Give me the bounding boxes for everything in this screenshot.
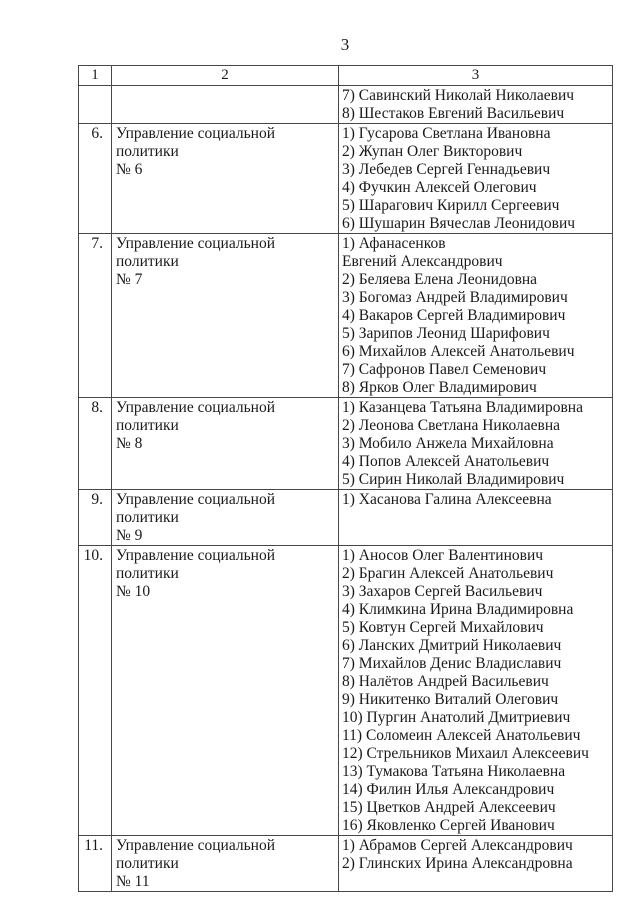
department-line: № 10 <box>116 583 151 600</box>
name-line: 8) Налётов Андрей Васильевич <box>342 673 549 690</box>
names-cell <box>339 490 613 546</box>
name-line: 7) Савинский Николай Николаевич <box>342 87 575 104</box>
name-line: 4) Климкина Ирина Владимировна <box>342 601 574 618</box>
name-line: 2) Леонова Светлана Николаевна <box>342 417 560 434</box>
department-cell <box>112 234 339 398</box>
name-line: 11) Соломеин Алексей Анатольевич <box>342 727 581 744</box>
department-cell <box>112 546 339 836</box>
name-line: 6) Михайлов Алексей Анатольевич <box>342 343 575 360</box>
name-line: 13) Тумакова Татьяна Николаевна <box>342 763 566 780</box>
row-number-cell: 10. <box>79 546 112 836</box>
row-number-cell: 9. <box>79 490 112 546</box>
row-number-cell: 8. <box>79 398 112 490</box>
names-cell <box>339 234 613 398</box>
department-line: Управление социальной политики <box>116 837 275 872</box>
department-line: № 7 <box>116 271 143 288</box>
name-line: 4) Вакаров Сергей Владимирович <box>342 307 566 324</box>
table-row <box>79 836 613 892</box>
name-line: 15) Цветков Андрей Алексеевич <box>342 799 556 816</box>
row-number-cell: 11. <box>79 836 112 892</box>
table-row <box>79 124 613 234</box>
table-body <box>79 86 613 892</box>
name-line: Евгений Александрович <box>342 253 503 270</box>
header-col-1: 1 <box>79 66 112 86</box>
table-row <box>79 398 613 490</box>
name-line: 1) Аносов Олег Валентинович <box>342 547 544 564</box>
department-line: Управление социальной политики <box>116 547 275 582</box>
name-line: 2) Жупан Олег Викторович <box>342 143 523 160</box>
signatories-table <box>78 65 613 892</box>
name-line: 3) Мобило Анжела Михайловна <box>342 435 554 452</box>
name-line: 3) Лебедев Сергей Геннадьевич <box>342 161 551 178</box>
name-line: 14) Филин Илья Александрович <box>342 781 555 798</box>
department-cell <box>112 490 339 546</box>
table-row <box>79 546 613 836</box>
department-line: № 8 <box>116 435 143 452</box>
department-line: Управление социальной политики <box>116 125 275 160</box>
header-col-2: 2 <box>112 66 339 86</box>
name-line: 1) Гусарова Светлана Ивановна <box>342 125 551 142</box>
name-line: 8) Шестаков Евгений Васильевич <box>342 105 565 122</box>
name-line: 16) Яковленко Сергей Иванович <box>342 817 555 834</box>
names-cell <box>339 546 613 836</box>
row-number-cell <box>79 86 112 124</box>
name-line: 2) Брагин Алексей Анатольевич <box>342 565 554 582</box>
names-cell <box>339 124 613 234</box>
table-header <box>79 66 613 86</box>
department-line: № 9 <box>116 527 143 544</box>
department-cell <box>112 124 339 234</box>
table-row <box>79 86 613 124</box>
name-line: 1) Казанцева Татьяна Владимировна <box>342 399 583 416</box>
department-line: № 11 <box>116 873 150 890</box>
name-line: 1) Абрамов Сергей Александрович <box>342 837 573 854</box>
name-line: 8) Ярков Олег Владимирович <box>342 379 537 396</box>
department-cell <box>112 398 339 490</box>
department-line: Управление социальной политики <box>116 399 275 434</box>
name-line: 5) Шарагович Кирилл Сергеевич <box>342 197 560 214</box>
name-line: 3) Богомаз Андрей Владимирович <box>342 289 568 306</box>
row-number-cell: 7. <box>79 234 112 398</box>
name-line: 5) Зарипов Леонид Шарифович <box>342 325 550 342</box>
names-cell <box>339 86 613 124</box>
name-line: 12) Стрельников Михаил Алексеевич <box>342 745 589 762</box>
department-line: № 6 <box>116 161 143 178</box>
name-line: 6) Шушарин Вячеслав Леонидович <box>342 215 576 232</box>
names-cell <box>339 398 613 490</box>
department-cell <box>112 836 339 892</box>
name-line: 7) Сафронов Павел Семенович <box>342 361 547 378</box>
name-line: 4) Попов Алексей Анатольевич <box>342 453 550 470</box>
name-line: 9) Никитенко Виталий Олегович <box>342 691 559 708</box>
department-cell <box>112 86 339 124</box>
name-line: 7) Михайлов Денис Владиславич <box>342 655 562 672</box>
table-row <box>79 490 613 546</box>
names-cell <box>339 836 613 892</box>
header-col-3: 3 <box>339 66 613 86</box>
name-line: 1) Хасанова Галина Алексеевна <box>342 491 552 508</box>
table-row <box>79 234 613 398</box>
name-line: 2) Глинских Ирина Александровна <box>342 855 573 872</box>
department-line: Управление социальной политики <box>116 235 275 270</box>
name-line: 10) Пургин Анатолий Дмитриевич <box>342 709 571 726</box>
name-line: 4) Фучкин Алексей Олегович <box>342 179 537 196</box>
department-line: Управление социальной политики <box>116 491 275 526</box>
name-line: 5) Сирин Николай Владимирович <box>342 471 565 488</box>
name-line: 1) Афанасенков <box>342 235 446 252</box>
name-line: 5) Ковтун Сергей Михайлович <box>342 619 544 636</box>
page-number: 3 <box>340 35 350 54</box>
row-number-cell: 6. <box>79 124 112 234</box>
name-line: 6) Ланских Дмитрий Николаевич <box>342 637 562 654</box>
name-line: 2) Беляева Елена Леонидовна <box>342 271 538 288</box>
table-header-row <box>79 66 613 86</box>
name-line: 3) Захаров Сергей Васильевич <box>342 583 543 600</box>
